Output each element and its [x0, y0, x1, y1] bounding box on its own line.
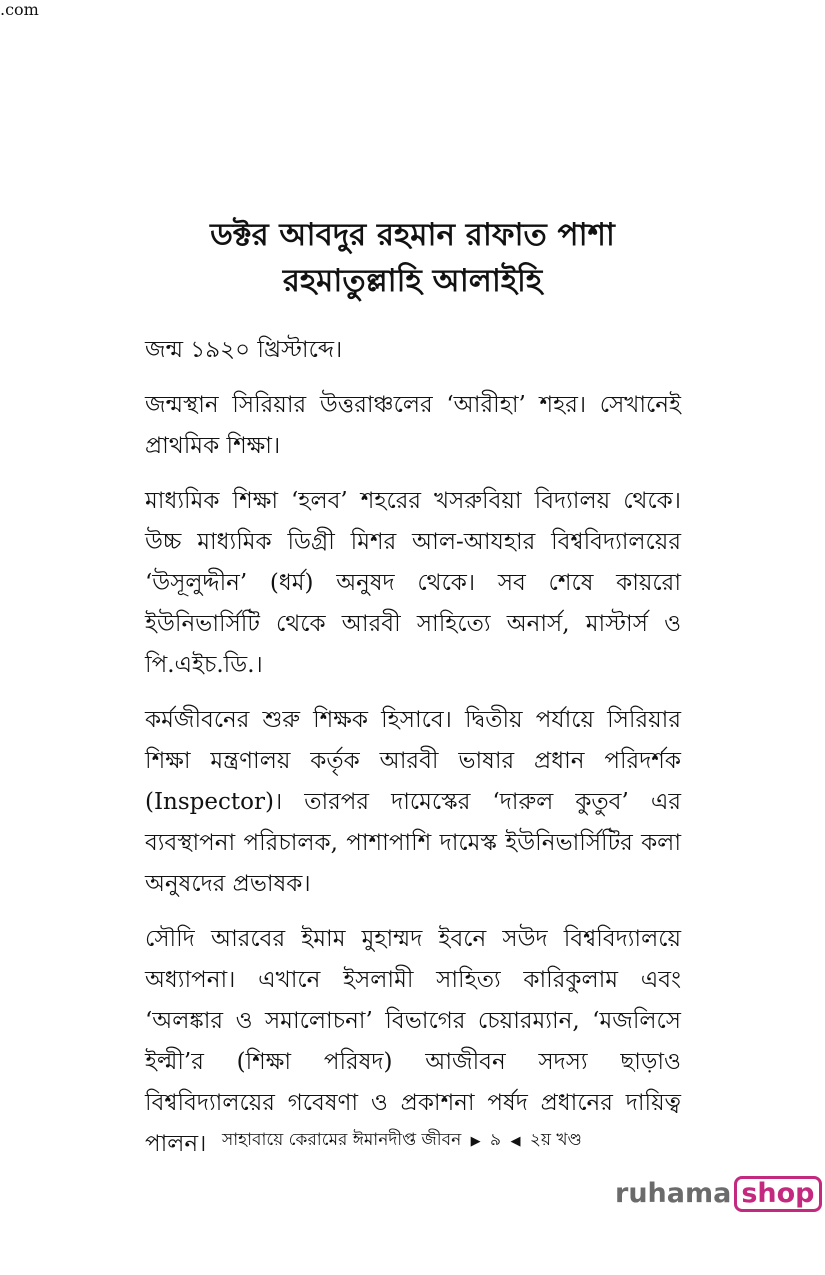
- paragraph-birthplace: জন্মস্থান সিরিয়ার উত্তরাঞ্চলের ‘আরীহা’ শহর। সেখানেই প্রাথমিক শিক্ষা।: [145, 392, 681, 459]
- ruhamashop-watermark-logo: [615, 1176, 822, 1212]
- logo-text-com: .com: [0, 0, 39, 19]
- paragraph-birth: জন্ম ১৯২০ খ্রিস্টাব্দে।: [145, 337, 343, 363]
- chapter-title: [0, 212, 825, 304]
- biography-body: [145, 330, 681, 1179]
- triangle-left-icon: ◀: [510, 1134, 521, 1149]
- page-number: ৯: [490, 1130, 502, 1150]
- paragraph-saudi: সৌদি আরবের ইমাম মুহাম্মদ ইবনে সউদ বিশ্ববিদ্যালয়ে অধ্যাপনা। এখানে ইসলামী সাহিত্য কারিকুলাম এবং ‘অলঙ্কার ও সমালোচনা’ বিভাগের চেয়ারম্যান, ‘মজলিসে ইল্মী’র (শিক্ষা পরিষদ) আজীবন সদস্য ছাড়াও বিশ্ববিদ্যালয়ের গবেষণা ও প্রকাশনা পর্ষদ প্রধানের দায়িত্ব পালন।: [145, 926, 681, 1157]
- triangle-right-icon: ▶: [470, 1134, 481, 1149]
- logo-text-shop: shop: [734, 1176, 821, 1212]
- title-line-2: রহমাতুল্লাহি আলাইহি: [282, 263, 543, 299]
- paragraph-education: মাধ্যমিক শিক্ষা ‘হলব’ শহরের খসরুবিয়া বিদ্যালয় থেকে। উচ্চ মাধ্যমিক ডিগ্রী মিশর আল-আযহার বিশ্ববিদ্যালয়ের ‘উসূলুদ্দীন’ (ধর্ম) অনুষদ থেকে। সব শেষে কায়রো ইউনিভার্সিটি থেকে আরবী সাহিত্যে অনার্স, মাস্টার্স ও পি.এইচ.ডি.।: [145, 488, 681, 678]
- logo-text-ruhama: ruhama: [615, 1178, 732, 1209]
- title-line-1: ডক্টর আবদুর রহমান রাফাত পাশা: [210, 217, 615, 253]
- book-title: সাহাবায়ে কেরামের ঈমানদীপ্ত জীবন: [222, 1130, 462, 1150]
- volume-label: ২য় খণ্ড: [529, 1130, 582, 1150]
- paragraph-career: কর্মজীবনের শুরু শিক্ষক হিসাবে। দ্বিতীয় পর্যায়ে সিরিয়ার শিক্ষা মন্ত্রণালয় কর্তৃক আরবী ভাষার প্রধান পরিদর্শক (Inspector)। তারপর দামেস্কের ‘দারুল কুতুব’ এর ব্যবস্থাপনা পরিচালক, পাশাপাশি দামেস্ক ইউনিভার্সিটির কলা অনুষদের প্রভাষক।: [145, 707, 681, 897]
- page-footer: [222, 1127, 582, 1155]
